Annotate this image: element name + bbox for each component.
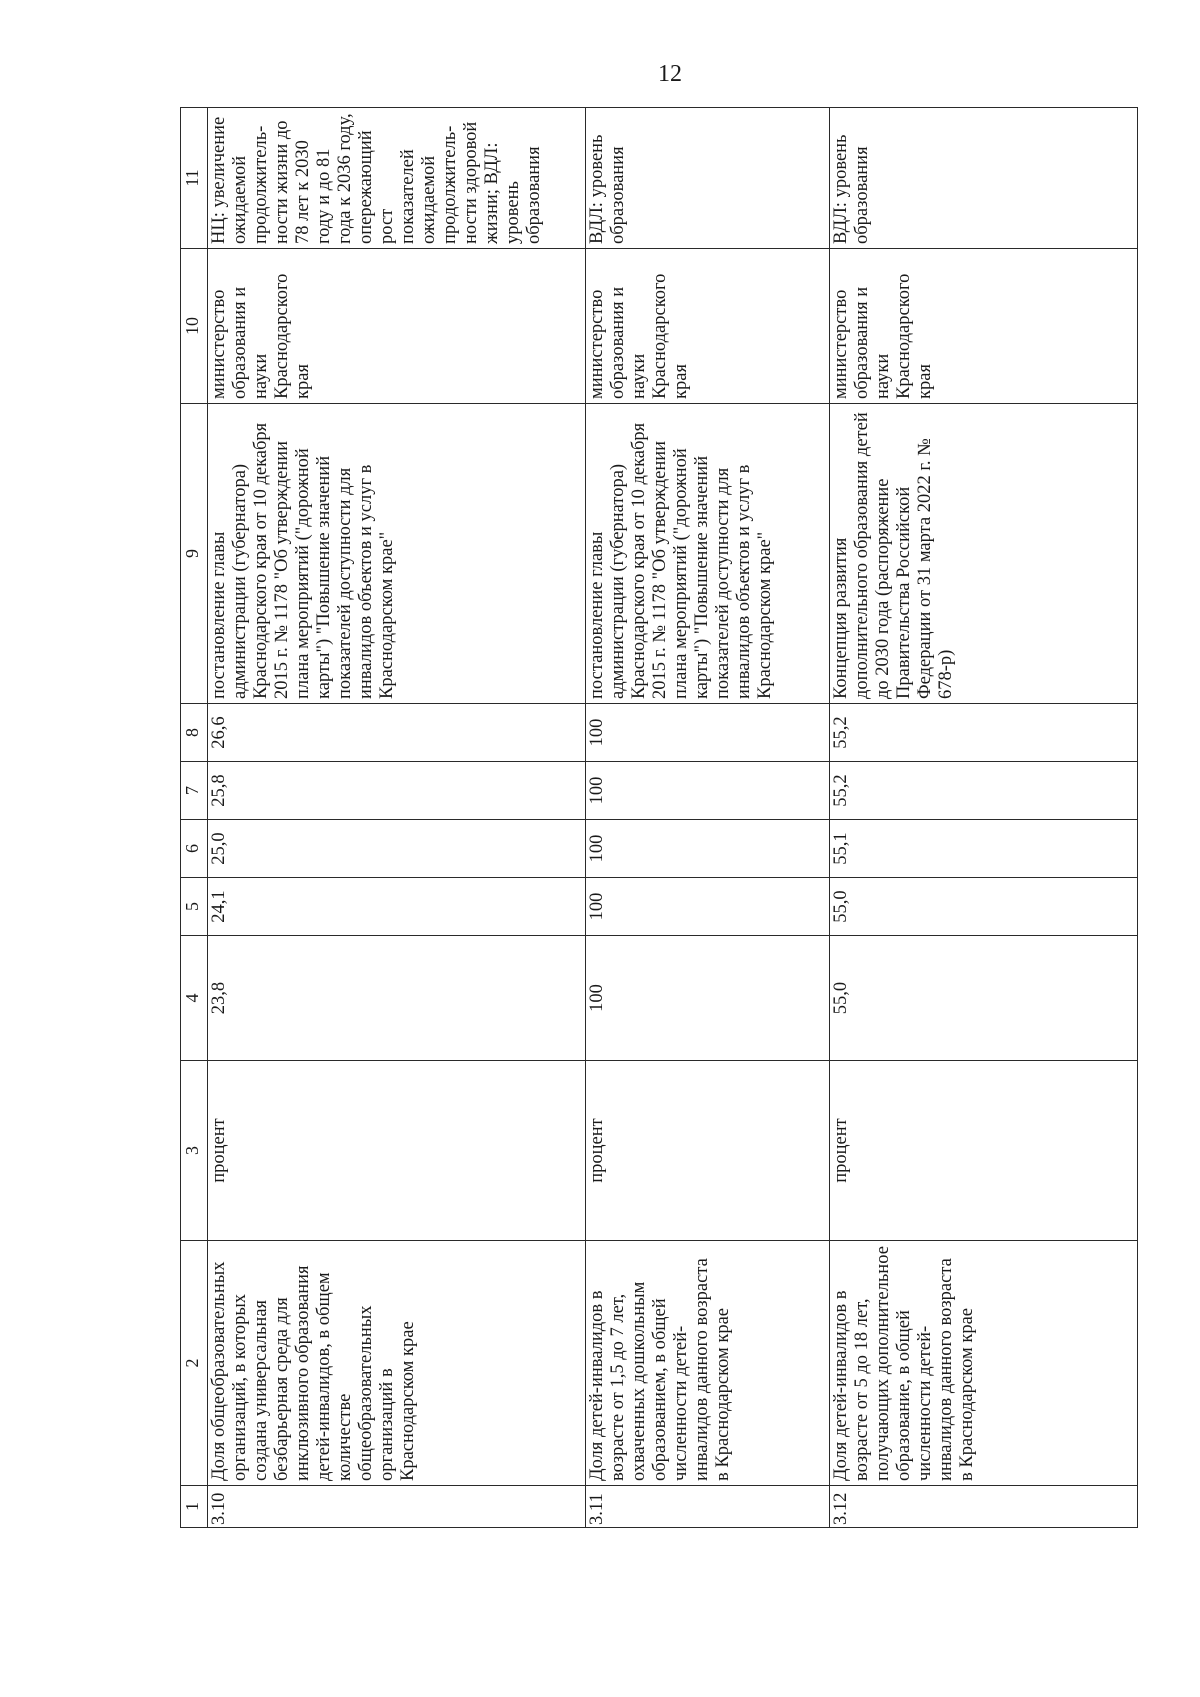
responsible-cell: министерство образования и науки Краснодарского края (830, 249, 1138, 404)
column-number-cell: 8 (181, 704, 208, 762)
unit-cell: процент (208, 1061, 586, 1241)
column-number-row (181, 108, 208, 1528)
table-frame (180, 108, 1138, 1528)
national-goal-cell: ВДЛ: уровень образования (830, 108, 1138, 249)
value-cell-8: 55,2 (830, 704, 1138, 762)
value-cell-5: 55,0 (830, 878, 1138, 936)
value-cell-6: 25,0 (208, 820, 586, 878)
table-row-3-12 (830, 108, 1138, 1528)
column-number-cell: 3 (181, 1061, 208, 1241)
value-cell-4: 100 (586, 936, 830, 1061)
responsible-cell: министерство образования и науки Краснодарского края (586, 249, 830, 404)
column-number-cell: 4 (181, 936, 208, 1061)
value-cell-4: 55,0 (830, 936, 1138, 1061)
column-number-cell: 6 (181, 820, 208, 878)
value-cell-5: 24,1 (208, 878, 586, 936)
value-cell-4: 23,8 (208, 936, 586, 1061)
value-cell-6: 55,1 (830, 820, 1138, 878)
indicator-name-cell: Доля общеобразовательных организаций, в которых создана универсальная безбарьерная среда для инклюзивного образования детей-инвалидов, в общем количестве общеобразовательных организаций в Краснодарском крае (208, 1241, 586, 1486)
table-row-3-11 (586, 108, 830, 1528)
column-number-cell: 9 (181, 404, 208, 704)
column-number-cell: 1 (181, 1486, 208, 1528)
column-number-cell: 7 (181, 762, 208, 820)
row-number-cell: 3.11 (586, 1486, 830, 1528)
indicator-name-cell: Доля детей-инвалидов в возрасте от 1,5 до 7 лет, охваченных дошкольным образованием, в общей численности детей-инвалидов данного возраста в Краснодарском крае (586, 1241, 830, 1486)
value-cell-7: 100 (586, 762, 830, 820)
value-cell-5: 100 (586, 878, 830, 936)
unit-cell: процент (586, 1061, 830, 1241)
column-number-cell: 5 (181, 878, 208, 936)
legal-basis-cell: Концепция развития дополнительного образования детей до 2030 года (распоряжение Правительства Российской Федерации от 31 марта 2022 г. № 678-р) (830, 404, 1138, 704)
column-number-cell: 11 (181, 108, 208, 249)
value-cell-8: 100 (586, 704, 830, 762)
table-row-3-10 (208, 108, 586, 1528)
indicators-table (180, 107, 1138, 1528)
national-goal-cell: НЦ: увеличение ожидаемой продолжитель-ности жизни до 78 лет к 2030 году и до 81 года к 2036 году, опережающий рост показателей ожидаемой продолжитель-ности здоровой жизни; ВДЛ: уровень образования (208, 108, 586, 249)
indicator-name-cell: Доля детей-инвалидов в возрасте от 5 до 18 лет, получающих дополнительное образование, в общей численности детей-инвалидов данного возраста в Краснодарском крае (830, 1241, 1138, 1486)
value-cell-8: 26,6 (208, 704, 586, 762)
value-cell-6: 100 (586, 820, 830, 878)
row-number-cell: 3.12 (830, 1486, 1138, 1528)
national-goal-cell: ВДЛ: уровень образования (586, 108, 830, 249)
value-cell-7: 55,2 (830, 762, 1138, 820)
value-cell-7: 25,8 (208, 762, 586, 820)
row-number-cell: 3.10 (208, 1486, 586, 1528)
unit-cell: процент (830, 1061, 1138, 1241)
column-number-cell: 10 (181, 249, 208, 404)
page-number: 12 (658, 61, 682, 87)
column-number-cell: 2 (181, 1241, 208, 1486)
legal-basis-cell: постановление главы администрации (губернатора) Краснодарского края от 10 декабря 2015 г. № 1178 "Об утверждении плана мероприятий ("дорожной карты") "Повышение значений показателей доступности для инвалидов объектов и услуг в Краснодарском крае" (208, 404, 586, 704)
responsible-cell: министерство образования и науки Краснодарского края (208, 249, 586, 404)
legal-basis-cell: постановление главы администрации (губернатора) Краснодарского края от 10 декабря 2015 г. № 1178 "Об утверждении плана мероприятий ("дорожной карты") "Повышение значений показателей доступности для инвалидов объектов и услуг в Краснодарском крае" (586, 404, 830, 704)
